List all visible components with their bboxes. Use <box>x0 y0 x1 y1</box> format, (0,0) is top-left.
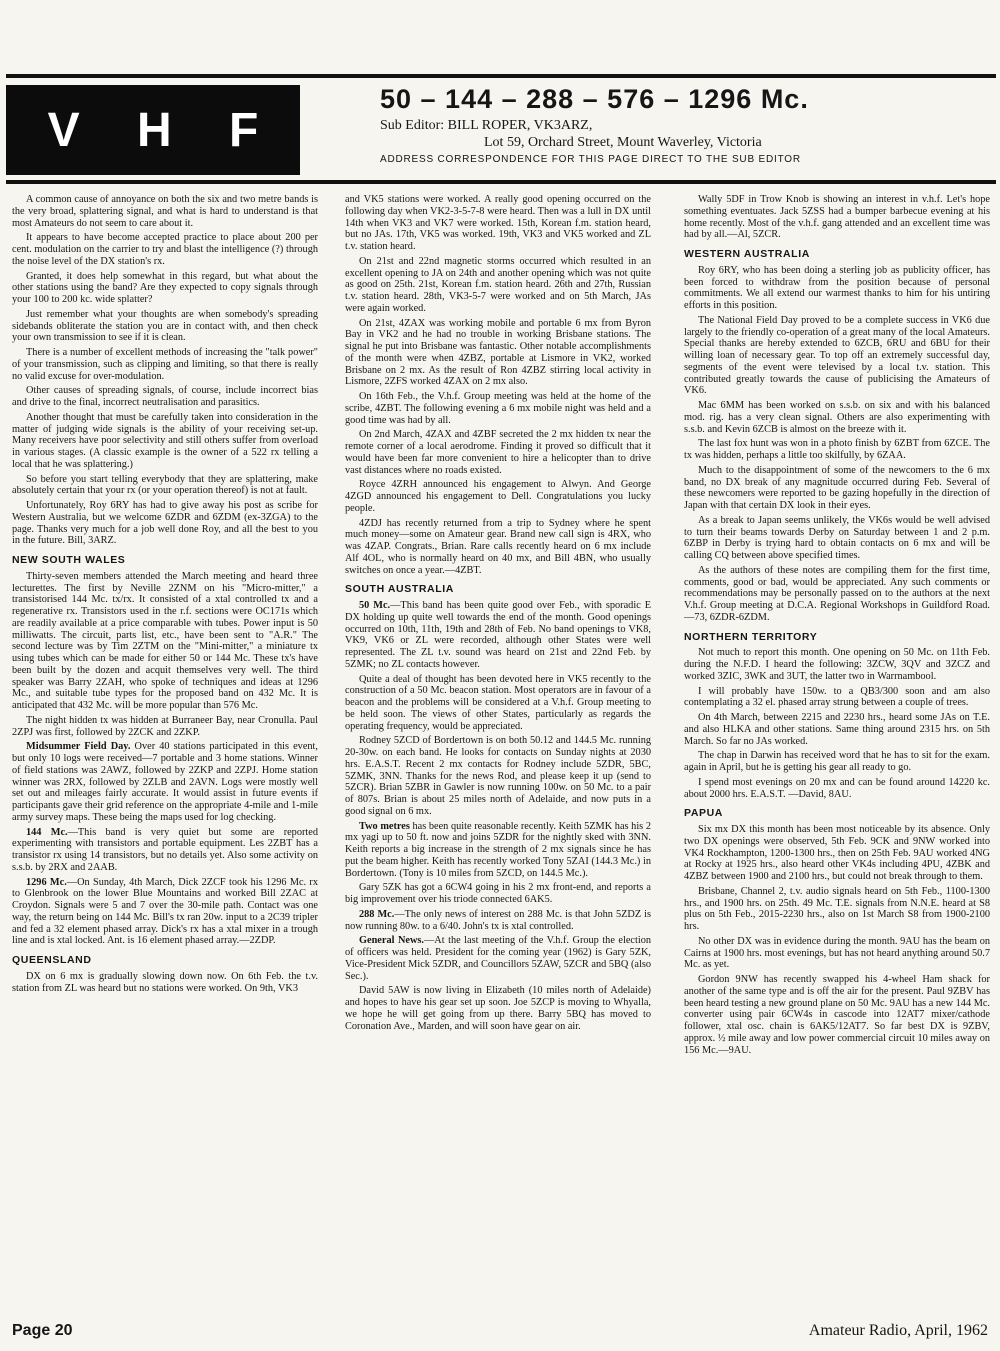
lead-in: 288 Mc. <box>359 908 395 920</box>
paragraph: Midsummer Field Day. Over 40 stations participated in this event, but only 10 logs were received—7 portable and 3 home stations. Winner of field stations was 2AWZ, followed by 2ZKP and 2ZPJ. Home station winner was 2RX, followed by 2ZLB and 2AVN. Logs were mostly well set out and mileages fairly accurate. It would assist in future events if participants gave their grid reference on the appropriate 4-mile and 1-mile army survey maps. These being the maps used for log checking. <box>12 741 318 823</box>
paragraph: Granted, it does help somewhat in this regard, but what about the other stations using the band? Are they expected to copy signals through your 100 to 200 kc. wide splatter? <box>12 270 318 305</box>
lead-in: 50 Mc. <box>359 600 391 611</box>
heading-papua: PAPUA <box>684 807 723 820</box>
paragraph: Gordon 9NW has recently swapped his 4-wheel Ham shack for another of the same type and is off the air for the present. Paul 9ZBV has been heard testing a new ground plane on 50 Mc. 9AU has a new 144 Mc. converter using pair 6CW4s in cascode into 12AT7 mixer/cathode follower, xtal osc. chain is 6AK5/12AT7. So far best DX is 9ZBV, approx. ½ mile away and low power commercial circuit 10 miles away on 156 Mc.—9AU. <box>684 974 990 1056</box>
paragraph: I spend most evenings on 20 mx and can be found around 14220 kc. about 2000 hrs. E.A.S.T. —David, 8AU. <box>684 776 990 800</box>
paragraph: and VK5 stations were worked. A really good opening occurred on the following day when VK2-3-5-7-8 were heard. Then was a lull in DX until 14th when VK3 and VK7 were worked. 15th, Korean f.m. station heard, but no JAs. 17th, VK5 was worked. 19th, VK3 and VK5 worked and ZL t.v. station heard. <box>345 194 651 252</box>
paragraph: Roy 6RY, who has been doing a sterling job as publicity officer, has been forced to withdraw from the position because of personal commitments. We all extend our warmest thanks to him for his untiring efforts in this position. <box>684 264 990 311</box>
publication-issue: Amateur Radio, April, 1962 <box>808 1322 988 1339</box>
section-title: V H F <box>47 103 281 157</box>
paragraph: The night hidden tx was hidden at Burraneer Bay, near Cronulla. Paul 2ZPJ was first, followed by 2ZCK and 2ZKP. <box>12 714 318 738</box>
top-rule <box>6 74 996 78</box>
paragraph: Mac 6MM has been worked on s.s.b. on six and with his balanced mod. rig. has a very clean signal. Others are also experimenting with s.s.b. and Kevin 6ZCB is almost on the breeze with it. <box>684 400 990 435</box>
paragraph: Other causes of spreading signals, of course, include incorrect bias and drive to the final, incorrect neutralisation and parasitics. <box>12 385 318 408</box>
paragraph: Just remember what your thoughts are when somebody's spreading sidebands obliterate the station you are in contact with, and then check your own transmission to see if it is clean. <box>12 308 318 344</box>
paragraph: So before you start telling everybody that they are splattering, make absolutely certain that your rx (or your operation thereof) is not at fault. <box>12 473 318 497</box>
paragraph: On 21st, 4ZAX was working mobile and portable 6 mx from Byron Bay in VK2 and he had no trouble in working Brisbane stations. The signal he put into Brisbane was fantastic. Other notable accomplishments of the month were when 4ZBZ, portable at Lismore in VK2, worked Brisbane on 2 mx. As the result of Ron 4ZBZ stirring local activity in Lismore, 2ZFS worked 4ZAX on 2 mx also. <box>345 317 651 388</box>
paragraph: Thirty-seven members attended the March meeting and heard three lecturettes. The first by Neville 2ZNM on his "Micro-mitter," a transistorised 144 Mc. tx/rx. It consisted of a xtal controlled tx and a regenerative rx. Transistors used in the r.f. sections were OC171s which are readily available at a price comparable with tubes. Power input is 50 milliwatts. The circuit, parts list, etc., have been sent to "A.R." The second lecture was by Tim 2ZTM on the "Mini-mitter," a miniature tx using tubes which can be made for either 50 or 144 Mc. These tx's have been built by the dozen and acquit themselves very well. The third speaker was Barry 2ZAH, who spoke of techniques and ideas at 1296 Mc., and suitable tube types for the proposed band on 432 Mc. It is anticipated that 432 Mc. will be more popular than 576 Mc. <box>12 570 318 711</box>
column-header <box>380 84 996 165</box>
header-rule <box>6 180 996 184</box>
paragraph: Quite a deal of thought has been devoted here in VK5 recently to the construction of a 50 Mc. beacon station. Most operators are in favour of a beacon and the problems will be considered at a V.h.f. Group meeting to be held soon. The views of other States, particularly as regards the operating frequency, would be appreciated. <box>345 673 651 732</box>
paragraph: On 2nd March, 4ZAX and 4ZBF secreted the 2 mx hidden tx near the remote corner of a local aerodrome. Finding it proved so difficult that it would have been far more convenient to hire a helicopter than to drive vast distances where no roads existed. <box>345 429 651 476</box>
heading-new-south-wales: NEW SOUTH WALES <box>12 554 126 566</box>
paragraph: Another thought that must be carefully taken into consideration in the matter of judging wide signals is the ability of your receiving set-up. Many receivers have poor selectivity and still others suffer from overload in various stages. (A classic example is the owner of a 522 rx telling a local that he was splattering.) <box>12 411 318 470</box>
paragraph: On 4th March, between 2215 and 2230 hrs., heard some JAs on T.E. and also HLKA and other stations. Same thing around 2315 hrs. on 5th March. So far no JAs worked. <box>684 712 990 747</box>
paragraph: The National Field Day proved to be a complete success in VK6 due largely to the friendly co-operation of a great many of the local Amateurs. Special thanks are hereby extended to 6ZCB, 6RU and 6BU for their willing loan of necessary gear. To top off an extremely successful day, segments of the event were televised by a local t.v. station. This contributed greatly towards the cause of publicising the Amateurs of VK6. <box>684 314 990 397</box>
paragraph: On 21st and 22nd magnetic storms occurred which resulted in an excellent opening to JA on 24th and another opening which was not quite as good on 25th. 21st, Korean f.m. station heard. 26th and 27th, Russian t.v. station heard. 28th, VK3-5-7 were worked and on 5th March, JAs were again worked. <box>345 255 651 314</box>
paragraph: I will probably have 150w. to a QB3/300 soon and am also contemplating a 32 el. phased array strung between a couple of trees. <box>684 685 990 709</box>
paragraph: It appears to have become accepted practice to place about 200 per cent. modulation on the carrier to try and blast the intelligence (?) through the noise level of the DX station's rx. <box>12 232 318 267</box>
paragraph: Rodney 5ZCD of Bordertown is on both 50.12 and 144.5 Mc. running 20-30w. on each band. He looks for contacts on Sunday nights at 2030 hrs. E.A.S.T. Recent 2 mx contacts for Rodney include 5ZDR, 5BC, 5ZMK, 3NN. Thanks for the news Rod, and please keep it up (send to 5ZCR). Brian 5ZBR in Gawler is now running 100w. on 50 Mc. to a pair of 807s. Brian is about 25 miles north of Adelaide, and now puts in a good signal on 6 mx. <box>345 735 651 817</box>
lead-in: Midsummer Field Day. <box>26 741 131 753</box>
paragraph: Royce 4ZRH announced his engagement to Alwyn. And George 4ZGD announced his engagement to Dell. Congratulations you lucky people. <box>345 479 651 514</box>
editor-address: Lot 59, Orchard Street, Mount Waverley, Victoria <box>484 135 762 150</box>
paragraph: Gary 5ZK has got a 6CW4 going in his 2 mx front-end, and reports a big improvement over his triode connected 6AK5. <box>345 882 651 905</box>
paragraph: On 16th Feb., the V.h.f. Group meeting was held at the home of the scribe, 4ZBT. The following evening a 6 mx mobile night was held and a good time was had by all. <box>345 391 651 426</box>
paragraph: Unfortunately, Roy 6RY has had to give away his post as scribe for Western Australia, but we welcome 6ZDR and 6ZDM (ex-3ZGA) to the page. Thanks very much for a job well done Roy, and all the best to you in the future. Bill, 3ARZ. <box>12 500 318 547</box>
column-1 <box>12 194 318 1318</box>
paragraph: There is a number of excellent methods of increasing the "talk power" of your transmission, such as clipping and limiting, so that there is really no valid excuse for over-modulation. <box>12 347 318 382</box>
paragraph: DX on 6 mx is gradually slowing down now. On 6th Feb. the t.v. station from ZL was heard but no stations were worked. On 9th, VK3 <box>12 970 318 994</box>
paragraph: 4ZDJ has recently returned from a trip to Sydney where he spent much money—some on Amateur gear. Brand new call sign is 4RX, who was 4ZAP. Congrats., Brian. Rare calls recently heard on 6 mx include Alf 4OL, who is normally heard on 40 mx, and Bill 4BN, who usually switches on once a year.—4ZBT. <box>345 517 651 576</box>
paragraph: As a break to Japan seems unlikely, the VK6s would be well advised to turn their beams towards Derby on Saturday between 1 and 2 p.m. 6ZBP in Derby is trying hard to obtain contacts on 6 mx and will be calling CQ between above specified times. <box>684 514 990 561</box>
paragraph: Six mx DX this month has been most noticeable by its absence. Only two DX openings were observed, 5th Feb. 9CK and 9NW worked into VK4 Rockhampton, 1200-1300 hrs., then on 25th Feb. 9AU worked 4NG at Rocky at 1925 hrs., also heard other VK4s including 4PU, 4ZBK and 4ZBZ between 1900 and 2100 hrs., but could not break through to them. <box>684 824 990 882</box>
paragraph: The last fox hunt was won in a photo finish by 6ZBT from 6ZCE. The tx was hidden, perhaps a little too skilfully, by 6ZAA. <box>684 438 990 461</box>
column-3 <box>684 194 990 1318</box>
heading-western-australia: WESTERN AUSTRALIA <box>684 248 810 260</box>
paragraph: 288 Mc.—The only news of interest on 288 Mc. is that John 5ZDZ is now running 80w. to a 6/40. John's tx is xtal controlled. <box>345 908 651 932</box>
correspondence-note: ADDRESS CORRESPONDENCE FOR THIS PAGE DIRECT TO THE SUB EDITOR <box>380 154 801 165</box>
column-2 <box>345 194 651 1318</box>
heading-south-australia: SOUTH AUSTRALIA <box>345 583 454 596</box>
paragraph: David 5AW is now living in Elizabeth (10 miles north of Adelaide) and hopes to have his gear set up soon. Joe 5ZCP is moving to Whyalla, we hope he will get going from up there. Barry 5BQ has moved to Coronation Ave., Marden, and will soon have gear on air. <box>345 985 651 1032</box>
paragraph: As the authors of these notes are compiling them for the first time, comments, good or bad, would be appreciated. Any such comments or recommendations may be personally passed on to the authors at the next V.h.f. Group meeting at D.C.A. Regional Workshops in Guildford Road.—73, 6ZDR-6ZDM. <box>684 564 990 623</box>
heading-northern-territory: NORTHERN TERRITORY <box>684 630 818 643</box>
paragraph: No other DX was in evidence during the month. 9AU has the beam on Cairns at 1900 hrs. most evenings, but has not heard anything around 50.7 Mc. as yet. <box>684 935 990 971</box>
lead-in: 1296 Mc. <box>26 876 67 888</box>
sub-editor: Sub Editor: BILL ROPER, VK3ARZ, <box>380 118 593 133</box>
frequency-bands: 50 – 144 – 288 – 576 – 1296 Mc. <box>380 84 809 114</box>
heading-queensland: QUEENSLAND <box>12 954 92 966</box>
paragraph: 144 Mc.—This band is very quiet but some are reported experimenting with transistors and portable equipment. Les 2ZBT has a transistor rx using 14 transistors, but no details yet. Also some activity on s.s.b. by 2RX and 2AAB. <box>12 826 318 873</box>
paragraph: Two metres has been quite reasonable recently. Keith 5ZMK has his 2 mx yagi up to 50 ft. now and joins 5ZDR for the nightly sked with 3NN. Keith reports a big increase in the strength of 2 mx signals since he has put the beam higher. Keith has recently worked Tony 5ZAI (144.3 Mc.) in Bordertown. (Tony is 10 miles from 5ZCD, on 144.5 Mc.). <box>345 820 651 879</box>
paragraph: Wally 5DF in Trow Knob is showing an interest in v.h.f. Let's hope something eventuates. Jack 5ZSS had a bumper barbecue evening at his home recently. Most of the v.h.f. gang attended and an excellent time was had by all.—Al, 5ZCR. <box>684 194 990 241</box>
lead-in: Two metres <box>359 820 410 832</box>
section-banner <box>6 85 300 175</box>
paragraph: The chap in Darwin has received word that he has to sit for the exam. again in April, but he is getting his gear all ready to go. <box>684 750 990 773</box>
paragraph: General News.—At the last meeting of the V.h.f. Group the election of officers was held. President for the coming year (1962) is Gary 5ZK, Vice-President Mick 5ZDR, and Councillors 5ZAW, 5ZCR and 5BQ (also Sec.). <box>345 935 651 982</box>
paragraph: Brisbane, Channel 2, t.v. audio signals heard on 5th Feb., 1100-1300 hrs., and 1900 hrs. on 25th. 49 Mc. T.E. signals from N.N.E. heard at S8 plus on 5th Feb., 2015-2230 hrs., also on 1st March S8 from 1900-2100 hrs. <box>684 885 990 932</box>
lead-in: 144 Mc. <box>26 826 68 838</box>
paragraph: Much to the disappointment of some of the newcomers to the 6 mx band, no DX break of any magnitude occurred during Feb. Several of these newcomers were reported to be gazing hopefully in the direction of Japan with that certain DX look in their eyes. <box>684 464 990 511</box>
paragraph: A common cause of annoyance on both the six and two metre bands is the very broad, splattering signal, and what is hard to understand is that most Amateurs do not seem to care about it. <box>12 194 318 229</box>
paragraph: 50 Mc.—This band has been quite good over Feb., with sporadic E DX holding up quite well towards the end of the month. Good openings occurred on 10th, 11th, 19th and 28th of Feb. No band openings to VK8, VK9, VK6 or ZL were recorded, although other States were well represented. The ZL t.v. sound was heard on 21st and 22nd Feb. by 5ZMK; no ZL contacts however. <box>345 600 651 670</box>
paragraph: Not much to report this month. One opening on 50 Mc. on 11th Feb. during the N.F.D. I heard the following: 3ZCW, 3QV and 3ZCZ and worked 3ZIC, 3WK and 3UT, the latter two in Warrnambool. <box>684 647 990 682</box>
page-number: Page 20 <box>12 1322 73 1339</box>
lead-in: General News. <box>359 935 424 947</box>
paragraph: 1296 Mc.—On Sunday, 4th March, Dick 2ZCF took his 1296 Mc. rx to Glenbrook on the lower Blue Mountains and worked Bill 2ZAC at Croydon. Signals were 5 and 7 over the 30-mile path. Contact was one way, the return being on 144 Mc. Bill's tx ran 20w. input to a 2C39 tripler and fed a 32 element phased array. Dick's rx has a xtal mixer in a trough line and is xtal locked. Ant. is 16 element phased array.—2ZDP. <box>12 876 318 947</box>
